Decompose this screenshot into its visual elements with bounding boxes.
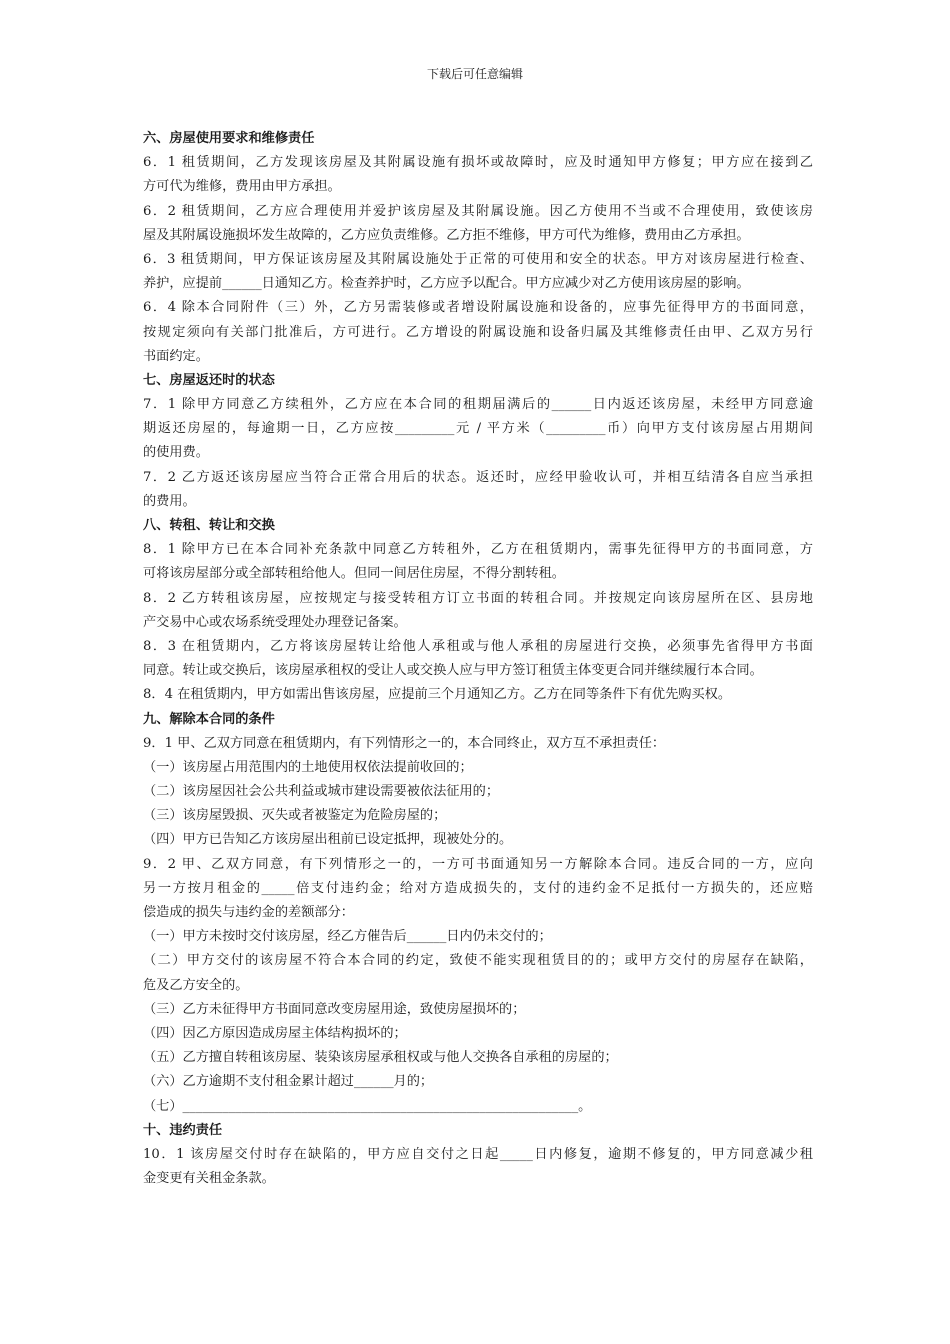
text-line: 8．3 在租赁期内，乙方将该房屋转让给他人承租或与他人承租的房屋进行交换，必须事先省得甲方书面 [143,638,813,654]
text-line: （三）该房屋毁损、灭失或者被鉴定为危险房屋的； [143,808,447,824]
text-line: 8．2 乙方转租该房屋，应按规定与接受转租方订立书面的转租合同。并按规定向该房屋所在区、县房地 [143,590,813,606]
text-line: 9．1 甲、乙双方同意在租赁期内，有下列情形之一的，本合同终止，双方互不承担责任： [143,735,666,751]
text-line: 屋及其附属设施损坏发生故障的，乙方应负责维修。乙方拒不维修，甲方可代为维修，费用由乙方承担。 [143,227,750,243]
text-line: 6．4 除本合同附件（三）外，乙方另需装修或者增设附属设施和设备的，应事先征得甲方的书面同意， [143,300,813,316]
text-line: （七）____________________________________________________________。 [143,1098,592,1114]
text-line: （六）乙方逾期不支付租金累计超过______月的； [143,1074,434,1090]
section-heading: 九、解除本合同的条件 [143,711,275,727]
text-line: 产交易中心或农场系统受理处办理登记备案。 [143,614,407,630]
text-line: 8．4 在租赁期内，甲方如需出售该房屋，应提前三个月通知乙方。乙方在同等条件下有优先购买权。 [143,687,732,703]
text-line: 9．2 甲、乙双方同意，有下列情形之一的，一方可书面通知另一方解除本合同。违反合同的一方，应向 [143,856,813,872]
text-line: 6．1 租赁期间，乙方发现该房屋及其附属设施有损坏或故障时，应及时通知甲方修复；甲方应在接到乙 [143,155,813,171]
text-line: 按规定须向有关部门批准后，方可进行。乙方增设的附属设施和设备归属及其维修责任由甲、乙双方另行 [143,324,813,340]
text-line: 8．1 除甲方已在本合同补充条款中同意乙方转租外，乙方在租赁期内，需事先征得甲方的书面同意，方 [143,542,813,558]
section-heading: 六、房屋使用要求和维修责任 [143,131,315,146]
text-line: 另一方按月租金的_____倍支付违约金；给对方造成损失的，支付的违约金不足抵付一方损失的，还应赔 [143,880,813,896]
text-line: 的费用。 [143,493,196,509]
document-body [143,127,813,1191]
text-line: （三）乙方未征得甲方书面同意改变房屋用途，致使房屋损坏的； [143,1001,526,1017]
text-line: 方可代为维修，费用由甲方承担。 [143,179,341,195]
text-line: 7．1 除甲方同意乙方续租外，乙方应在本合同的租期届满后的______日内返还该房屋，未经甲方同意逾 [143,397,813,413]
text-line: 7．2 乙方返还该房屋应当符合正常合用后的状态。返还时，应经甲验收认可，并相互结清各自应当承担 [143,469,813,485]
text-line: （四）甲方已告知乙方该房屋出租前已设定抵押，现被处分的。 [143,832,513,848]
section-heading: 十、违约责任 [143,1122,223,1138]
section-heading: 七、房屋返还时的状态 [143,372,275,388]
text-line: （二）该房屋因社会公共利益或城市建设需要被依法征用的； [143,784,500,800]
text-line: （四）因乙方原因造成房屋主体结构损坏的； [143,1025,407,1041]
text-line: （五）乙方擅自转租该房屋、装染该房屋承租权或与他人交换各自承租的房屋的； [143,1050,618,1066]
text-line: 危及乙方安全的。 [143,977,249,993]
section-heading: 八、转租、转让和交换 [143,518,275,533]
text-line: 偿造成的损失与违约金的差额部分： [143,905,354,920]
text-line: 期返还房屋的，每逾期一日，乙方应按_________元 / 平方米（_________币）向甲方支付该房屋占用期间 [143,421,813,437]
text-line: 同意。转让或交换后，该房屋承租权的受让人或交换人应与甲方签订租赁主体变更合同并继续履行本合同。 [143,663,763,679]
text-line: 6．2 租赁期间，乙方应合理使用并爱护该房屋及其附属设施。因乙方使用不当或不合理使用，致使该房 [143,203,813,219]
text-line: （一）该房屋占用范围内的土地使用权依法提前收回的； [143,759,473,775]
text-line: 可将该房屋部分或全部转租给他人。但同一间居住房屋，不得分割转租。 [143,566,565,582]
text-line: 金变更有关租金条款。 [143,1171,275,1187]
text-line: 书面约定。 [143,348,209,364]
text-line: （一）甲方未按时交付该房屋，经乙方催告后______日内仍未交付的； [143,929,552,945]
text-line: 的使用费。 [143,445,209,461]
page-header: 下载后可任意编辑 [426,67,523,81]
text-line: 10．1 该房屋交付时存在缺陷的，甲方应自交付之日起_____日内修复，逾期不修复的，甲方同意减少租 [143,1146,813,1162]
text-line: （二）甲方交付的该房屋不符合本合同的约定，致使不能实现租赁目的的；或甲方交付的房屋存在缺陷， [143,953,813,969]
text-line: 6．3 租赁期间，甲方保证该房屋及其附属设施处于正常的可使用和安全的状态。甲方对该房屋进行检查、 [143,251,813,267]
text-line: 养护，应提前______日通知乙方。检查养护时，乙方应予以配合。甲方应减少对乙方使用该房屋的影响。 [143,276,750,292]
